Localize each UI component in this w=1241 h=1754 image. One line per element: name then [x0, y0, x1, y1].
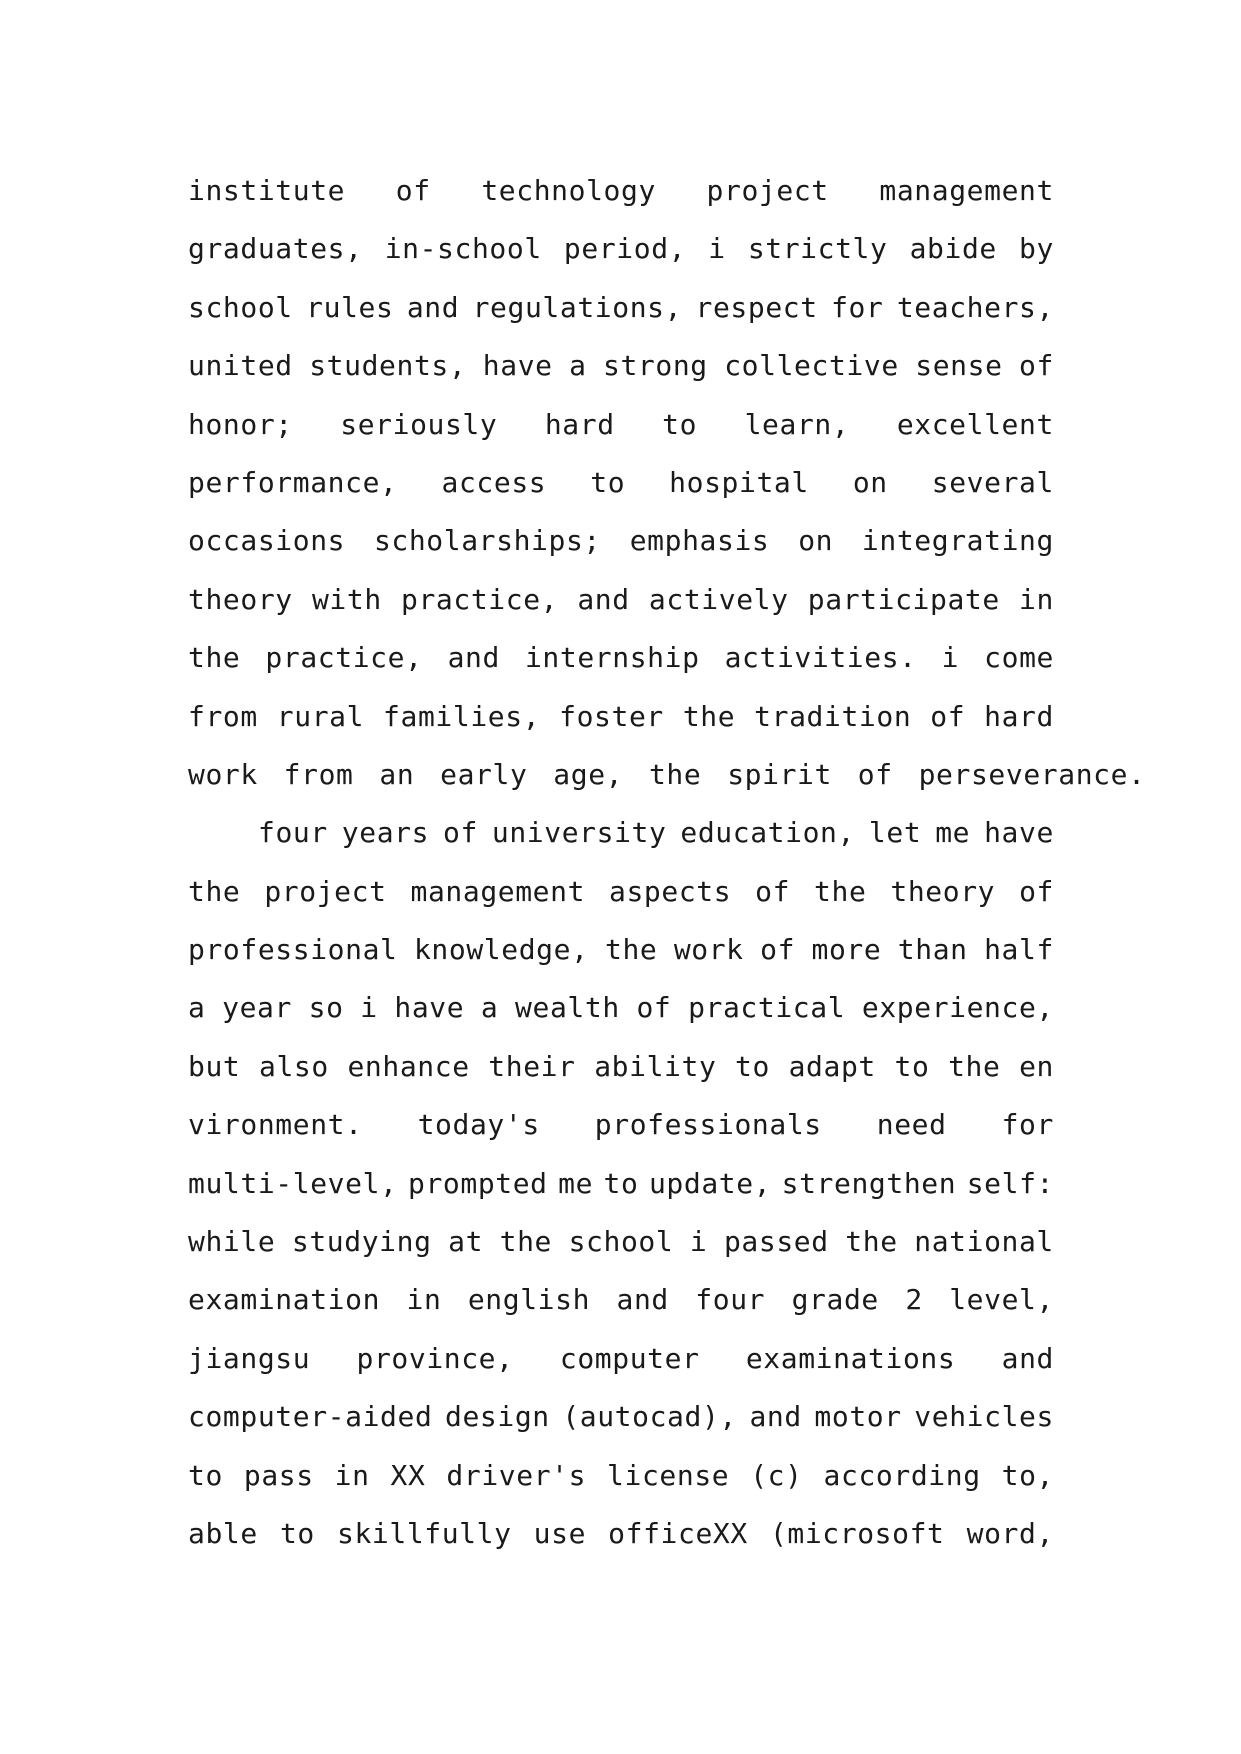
word: school — [568, 1225, 674, 1259]
word: collective — [724, 349, 899, 383]
word: of — [760, 933, 796, 967]
text-line — [188, 1096, 1054, 1154]
word: graduates, — [188, 232, 363, 266]
word: teachers, — [896, 290, 1054, 324]
word: practice, — [265, 641, 423, 675]
word: license — [607, 1458, 730, 1492]
word: to — [590, 465, 626, 499]
word: of — [443, 816, 478, 850]
word: in-school — [384, 232, 542, 266]
word: in — [1019, 582, 1054, 616]
word: i — [708, 232, 726, 266]
word: university — [491, 816, 667, 850]
word: hospital — [669, 465, 809, 499]
word: their — [488, 1049, 576, 1083]
word: word, — [966, 1516, 1054, 1550]
word: computer — [559, 1341, 700, 1375]
word: years — [341, 816, 430, 850]
text-line — [188, 921, 1054, 979]
word: english — [467, 1283, 591, 1317]
body-text — [188, 162, 1146, 1563]
word: regulations, — [472, 290, 683, 324]
word: studying — [291, 1225, 432, 1259]
word: also — [259, 1049, 329, 1083]
text-line — [188, 688, 1054, 746]
word: participate — [807, 582, 1000, 616]
word: half — [984, 933, 1054, 967]
word: so — [308, 991, 344, 1025]
text-line — [188, 571, 1054, 629]
text-line — [188, 863, 1054, 921]
word: strengthen — [781, 1166, 957, 1200]
word: adapt — [788, 1049, 876, 1083]
word: work — [673, 933, 744, 967]
word: than — [897, 933, 968, 967]
word: (c) — [750, 1458, 803, 1492]
text-line — [188, 396, 1054, 454]
word: but — [188, 1049, 241, 1083]
word: use — [533, 1516, 587, 1550]
text-line — [188, 1330, 1054, 1388]
text-line — [188, 1505, 1054, 1563]
word: to — [662, 407, 698, 441]
text-line — [188, 279, 1054, 337]
word: and — [447, 641, 500, 675]
word: seriously — [340, 407, 498, 441]
word: province, — [356, 1341, 514, 1375]
word: examinations — [745, 1341, 956, 1375]
word: 2 — [905, 1283, 923, 1317]
word: of — [1018, 349, 1054, 383]
word: theory — [188, 582, 293, 616]
word: national — [914, 1225, 1054, 1259]
word: several — [931, 465, 1054, 499]
word: tradition — [754, 699, 912, 733]
word: have — [984, 816, 1054, 850]
word: the — [948, 1049, 1001, 1083]
word: of — [930, 699, 966, 733]
word: have — [482, 349, 553, 383]
word: XX — [390, 1458, 426, 1492]
word: of — [755, 874, 791, 908]
word: in — [406, 1283, 442, 1317]
word: according — [823, 1458, 981, 1492]
word: need — [876, 1108, 947, 1142]
word: officeXX — [608, 1516, 748, 1550]
word: four — [258, 816, 328, 850]
word: level, — [949, 1283, 1054, 1317]
word: examination — [188, 1283, 381, 1317]
word: and — [406, 290, 460, 324]
word: professional — [188, 933, 398, 967]
word: multi-level, — [188, 1166, 398, 1200]
word: to — [603, 1166, 639, 1200]
word: update, — [648, 1166, 772, 1200]
text-line — [188, 220, 1054, 278]
word: united — [188, 349, 293, 383]
word: en — [1019, 1049, 1054, 1083]
word: self: — [966, 1166, 1054, 1200]
word: come — [984, 641, 1054, 675]
word: for — [831, 290, 884, 324]
word: at — [448, 1225, 484, 1259]
text-line — [188, 1447, 1054, 1505]
word: activities. — [724, 641, 917, 675]
word: management — [410, 874, 586, 908]
word: practical — [688, 991, 846, 1025]
text-line — [188, 454, 1054, 512]
paragraph-2 — [188, 804, 1054, 1563]
word: strong — [603, 349, 708, 383]
word: on — [798, 524, 834, 558]
word: professionals — [594, 1108, 822, 1142]
word: technology — [481, 174, 656, 207]
word: i — [689, 1225, 708, 1259]
text-line — [188, 1271, 1054, 1329]
word: honor; — [188, 407, 293, 441]
word: me — [935, 816, 971, 850]
word: project — [264, 874, 387, 908]
word: excellent — [896, 407, 1054, 441]
word: from — [188, 699, 258, 733]
word: able — [188, 1516, 258, 1550]
word: the — [814, 874, 867, 908]
word: more — [811, 933, 882, 967]
word: and — [749, 1400, 802, 1434]
text-line — [188, 804, 1054, 862]
word: performance, — [188, 465, 398, 499]
word: passed — [723, 1225, 829, 1259]
word: (microsoft — [769, 1516, 945, 1550]
word: foster — [559, 699, 664, 733]
word: learn, — [744, 407, 850, 441]
word: vironment. — [188, 1108, 363, 1142]
word: rules — [306, 290, 394, 324]
word: a — [188, 991, 206, 1025]
word: by — [1019, 232, 1054, 266]
word: me — [558, 1166, 594, 1200]
word: project — [706, 174, 829, 207]
word: motor — [814, 1400, 902, 1434]
word: actively — [648, 582, 789, 616]
paragraph-1 — [188, 162, 1146, 804]
word: theory — [890, 874, 996, 908]
word: to — [894, 1049, 930, 1083]
word: school — [188, 290, 293, 324]
word: the — [604, 933, 658, 967]
text-line — [188, 629, 1054, 687]
word: abide — [909, 232, 997, 266]
word: respect — [695, 290, 818, 324]
text-line — [188, 512, 1054, 570]
word: the — [188, 874, 241, 908]
word: while — [188, 1225, 276, 1259]
word: internship — [524, 641, 700, 675]
word: period, — [563, 232, 687, 266]
word: sense — [915, 349, 1003, 383]
text-line — [188, 979, 1054, 1037]
word: students, — [309, 349, 467, 383]
word: computer-aided — [188, 1400, 433, 1434]
word: knowledge, — [413, 933, 589, 967]
word: ability — [594, 1049, 717, 1083]
word: in — [334, 1458, 370, 1492]
word: year — [222, 991, 292, 1025]
word: grade — [791, 1283, 879, 1317]
text-line — [188, 1388, 1054, 1446]
word: prompted — [407, 1166, 548, 1200]
text-line — [188, 1213, 1054, 1271]
word: integrating — [861, 524, 1054, 558]
word: driver's — [446, 1458, 587, 1492]
word: the — [188, 641, 241, 675]
word: occasions — [188, 524, 346, 558]
word: and — [616, 1283, 669, 1317]
word: enhance — [347, 1049, 470, 1083]
word: i — [360, 991, 378, 1025]
word: design — [444, 1400, 550, 1434]
word: of — [1019, 874, 1054, 908]
word: to — [735, 1049, 770, 1083]
word: families, — [383, 699, 541, 733]
word: strictly — [747, 232, 888, 266]
word: education, — [680, 816, 855, 850]
word: of — [636, 991, 672, 1025]
text-line — [188, 162, 1054, 220]
word: and — [1001, 1341, 1054, 1375]
word: four — [695, 1283, 766, 1317]
word: access — [441, 465, 547, 499]
word: a — [480, 991, 499, 1025]
word: hard — [984, 699, 1054, 733]
word: for — [1001, 1108, 1054, 1142]
word: vehicles — [914, 1400, 1054, 1434]
word: experience, — [861, 991, 1054, 1025]
word: i — [941, 641, 960, 675]
word: a — [569, 349, 587, 383]
word: on — [852, 465, 888, 499]
word: and — [577, 582, 630, 616]
word: with — [311, 582, 382, 616]
word: wealth — [515, 991, 620, 1025]
word: institute — [188, 174, 346, 207]
word: the — [682, 699, 736, 733]
text-line: work from an early age, the spirit of perseverance. — [188, 757, 1146, 791]
word: emphasis — [629, 524, 770, 558]
word: skillfully — [336, 1516, 512, 1550]
word: scholarships; — [373, 524, 601, 558]
word: management — [879, 174, 1054, 207]
word: the — [845, 1225, 898, 1259]
text-line — [188, 1155, 1054, 1213]
word: today's — [417, 1108, 540, 1142]
word: to — [188, 1458, 223, 1492]
word: the — [499, 1225, 552, 1259]
word: pass — [243, 1458, 314, 1492]
word: jiangsu — [188, 1341, 311, 1375]
word: have — [394, 991, 465, 1025]
word: to, — [1001, 1458, 1054, 1492]
word: practice, — [401, 582, 559, 616]
word: rural — [276, 699, 365, 733]
text-line — [188, 1038, 1054, 1096]
word: let — [868, 816, 922, 850]
word: aspects — [609, 874, 732, 908]
word: (autocad), — [562, 1400, 737, 1434]
text-line — [188, 337, 1054, 395]
word: to — [279, 1516, 315, 1550]
word: hard — [544, 407, 615, 441]
word: of — [395, 174, 431, 207]
